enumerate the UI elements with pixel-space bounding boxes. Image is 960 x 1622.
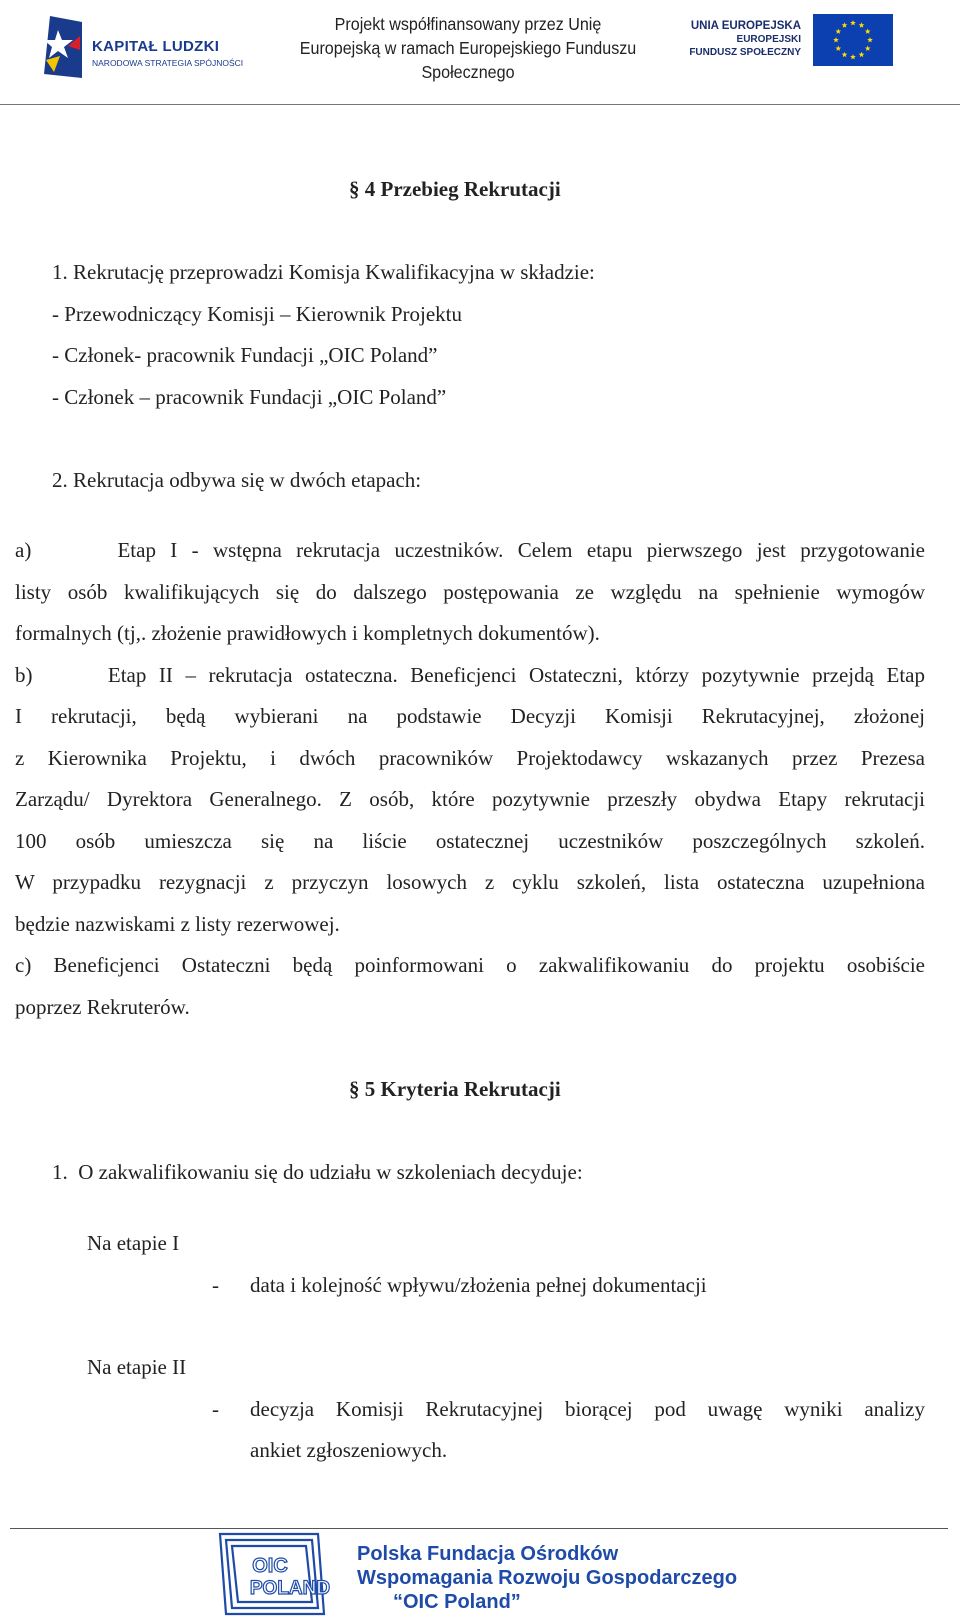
stage-a-line-1: a) Etap I - wstępna rekrutacja uczestników. Celem etapu pierwszego jest przygotowanie <box>15 538 925 562</box>
committee-member-2: - Członek- pracownik Fundacji „OIC Poland” <box>52 343 438 367</box>
oic-poland-logo <box>218 1532 343 1616</box>
eu-logo-text <box>689 20 801 59</box>
section-4-point-2: 2. Rekrutacja odbywa się w dwóch etapach: <box>52 468 422 492</box>
stage-b-line-4: Zarządu/ Dyrektora Generalnego. Z osób, które pozytywnie przeszły obydwa Etapy rekrutacji <box>15 787 925 811</box>
eu-social-fund-logo <box>678 12 893 72</box>
point-c-line-1: c) Beneficjenci Ostateczni będą poinformowani o zakwalifikowaniu do projektu osobiście <box>15 953 925 977</box>
cofinancing-line-1: Projekt współfinansowany przez Unię <box>334 14 602 34</box>
stage-2-criterion-line-2: ankiet zgłoszeniowych. <box>250 1438 448 1462</box>
stage-1-dash: - <box>212 1273 219 1297</box>
oic-logo-text-bottom: POLAND <box>249 1578 331 1599</box>
committee-member-1: - Przewodniczący Komisji – Kierownik Projektu <box>52 302 462 326</box>
section-4-point-1: 1. Rekrutację przeprowadzi Komisja Kwalifikacyjna w składzie: <box>52 260 595 284</box>
eu-logo-line-2: EUROPEJSKI <box>736 34 801 45</box>
stage-b-line-5: 100 osób umieszcza się na liście ostatecznej uczestników poszczególnych szkoleń. <box>15 829 925 853</box>
stage-b-line-1: b) Etap II – rekrutacja ostateczna. Beneficjenci Ostateczni, którzy pozytywnie przejdą Etap <box>15 663 925 687</box>
footer-divider <box>10 1528 948 1529</box>
header-divider <box>0 104 960 105</box>
eu-logo-line-3: FUNDUSZ SPOŁECZNY <box>689 47 801 58</box>
stage-a-line-3: formalnych (tj,. złożenie prawidłowych i kompletnych dokumentów). <box>15 621 600 645</box>
kapital-ludzki-star-icon <box>44 16 82 78</box>
cofinancing-note <box>284 12 652 84</box>
footer-org-line-1: Polska Fundacja Ośrodków <box>357 1543 619 1565</box>
oic-logo-text-top: OIC <box>252 1555 288 1577</box>
footer-org-line-3: “OIC Poland” <box>393 1591 521 1613</box>
kapital-ludzki-name: KAPITAŁ LUDZKI <box>92 38 220 55</box>
stage-2-label: Na etapie II <box>87 1355 187 1379</box>
cofinancing-line-2: Europejską w ramach Europejskiego Funduszu <box>299 38 637 58</box>
stage-b-line-3: z Kierownika Projektu, i dwóch pracowników Projektodawcy wskazanych przez Prezesa <box>15 746 925 770</box>
stage-a-line-2: listy osób kwalifikujących się do dalszego postępowania ze względu na spełnienie wymogów <box>15 580 925 604</box>
footer-organization-name <box>357 1542 737 1614</box>
stage-1-criterion: data i kolejność wpływu/złożenia pełnej dokumentacji <box>250 1273 707 1297</box>
eu-logo-line-1: UNIA EUROPEJSKA <box>690 20 801 32</box>
stage-b-line-2: I rekrutacji, będą wybierani na podstawie Decyzji Komisji Rekrutacyjnej, złożonej <box>15 704 925 728</box>
committee-member-3: - Członek – pracownik Fundacji „OIC Poland” <box>52 385 447 409</box>
page-header <box>0 0 960 110</box>
stage-2-criterion-line-1: decyzja Komisji Rekrutacyjnej biorącej pod uwagę wyniki analizy <box>250 1397 925 1421</box>
stage-1-label: Na etapie I <box>87 1231 180 1255</box>
cofinancing-line-3: Społecznego <box>421 62 515 82</box>
eu-flag-icon <box>813 14 893 66</box>
stage-b-line-7: będzie nazwiskami z listy rezerwowej. <box>15 912 340 936</box>
footer-org-line-2: Wspomagania Rozwoju Gospodarczego <box>357 1567 738 1589</box>
kapital-ludzki-subtitle: NARODOWA STRATEGIA SPÓJNOŚCI <box>92 58 244 68</box>
point-c-line-2: poprzez Rekruterów. <box>15 995 190 1019</box>
section-5-point-1: 1. O zakwalifikowaniu się do udziału w szkoleniach decyduje: <box>52 1160 583 1184</box>
stage-b-line-6: W przypadku rezygnacji z przyczyn losowych z cyklu szkoleń, lista ostateczna uzupełniona <box>15 870 925 894</box>
section-5-heading: § 5 Kryteria Rekrutacji <box>349 1077 561 1101</box>
kapital-ludzki-logo <box>44 16 244 82</box>
section-4-heading: § 4 Przebieg Rekrutacji <box>349 177 561 201</box>
stage-2-dash: - <box>212 1397 219 1421</box>
